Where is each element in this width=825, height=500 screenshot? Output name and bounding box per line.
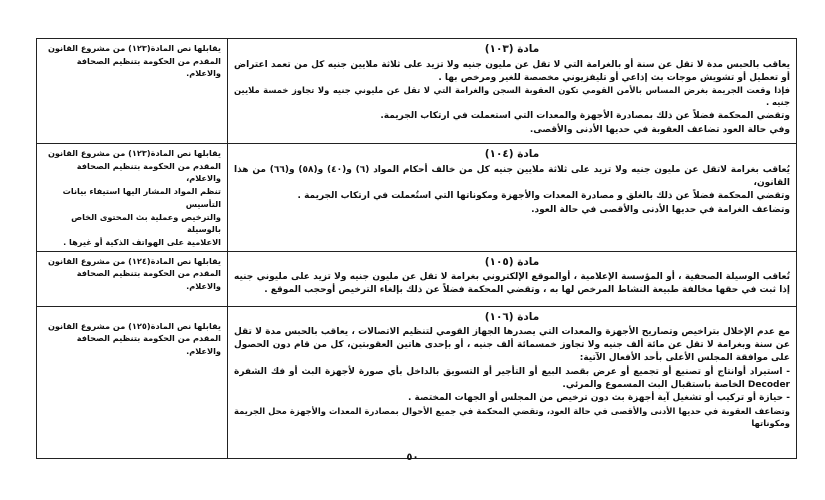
article-title: مادة (١٠٦) <box>484 310 540 323</box>
article-note-cell <box>37 39 228 144</box>
note-line: يقابلها نص المادة(١٢٣) من مشروع القانون <box>47 148 221 158</box>
article-paragraph: وتضاعف الغرامة في حديها الأدنى والأقصى في حالة العود. <box>531 205 790 216</box>
article-paragraph: - حيازة أو تركيب أو تشغيل آية أجهزة بث دون ترخيص من المجلس أو الجهات المختصة . <box>407 393 790 404</box>
note-line: يقابلها نص المادة(١٢٣) من مشروع القانون <box>47 43 221 53</box>
note-line: والترخيص وعملية بث المحتوى الخاص بالوسيلة <box>71 211 221 235</box>
article-title: مادة (١٠٣) <box>484 43 540 55</box>
article-row <box>37 306 797 458</box>
article-paragraph: وتقضي المحكمة فضلاً عن ذلك بمصادرة الأجهزة والمعدات التي استعملت في ارتكاب الجريمة. <box>380 111 790 122</box>
article-paragraph: وفي حالة العود تضاعف العقوبة في حديها الأدنى والأقصى. <box>529 125 790 135</box>
article-note-cell <box>37 306 228 458</box>
article-text-cell <box>228 144 797 252</box>
page-number: ٥٠ <box>406 452 419 463</box>
note-line: تنظم المواد المشار اليها استيفاء بيانات التأسيس <box>62 186 221 209</box>
article-paragraph: مع عدم الإخلال بتراخيص وتصاريح الأجهزة والمعدات التي يصدرها الجهاز القومي لتنظيم الاتصالات ، يعاقب بالحبس مدة لا تقل عن سنة وبغرامة لا تقل عن مائة ألف جنيه ولا تجاوز خمسمائة ألف جنيه ، أو بإحدى هاتين العقوبتين، كل من قام دون الحصول على موافقة المجلس الأعلى بأحد الأفعال الآتية: <box>234 327 790 364</box>
article-note-cell <box>37 251 228 306</box>
article-paragraph: تُعاقب الوسيلة الصحفية ، أو المؤسسة الإعلامية ، أوالموقع الإلكتروني بغرامة لا تقل عن مليون جنيه ولا تزيد على مليوني جنيه إذا ثبت في حقها مخالفة طبيعة النشاط المرخص لها به ، وتقضي المحكمة فضلاً عن ذلك بإلغاء الترخيص أوحجب الموقع . <box>234 272 790 296</box>
note-line: الاعلامية على الهواتف الذكية أو غيرها . <box>63 236 221 247</box>
article-row <box>37 39 797 144</box>
note-line: المقدم من الحكومة بتنظيم الصحافة والاعلام. <box>76 268 221 292</box>
note-line: المقدم من الحكومة بتنظيم الصحافة والاعلام. <box>76 333 221 357</box>
article-paragraph: وتضاعف العقوبة في حديها الأدنى والأقصى في حالة العود، وتقضي المحكمة في جميع الأحوال بمصادرة المعدات والأجهزة محل الجريمة ومكوناتها <box>234 406 790 428</box>
article-paragraph: فإذا وقعت الجريمة بغرض المساس بالأمن القومي تكون العقوبة السجن والغرامة التي لا تقل عن مليوني جنيه ولا تجاوز خمسة ملايين جنيه . <box>234 85 790 108</box>
article-note-cell <box>37 144 228 252</box>
article-paragraph: يعاقب بالحبس مدة لا تقل عن سنة أو بالغرامة التي لا تقل عن مليون جنيه ولا تزيد على ثلاثة ملايين جنيه كل من تعمد اعتراض أو تعطيل أو تشويش موجات بث إذاعي أو تليفزيوني مخصصة للغير ومرخص بها . <box>234 59 790 83</box>
article-title: مادة (١٠٥) <box>484 255 540 268</box>
article-title: مادة (١٠٤) <box>484 148 540 160</box>
article-text-cell <box>228 306 797 458</box>
note-line: يقابلها نص المادة(١٢٤) من مشروع القانون <box>47 255 221 266</box>
article-text-cell <box>228 251 797 306</box>
note-line: المقدم من الحكومة بتنظيم الصحافة والاعلام، <box>76 160 221 184</box>
note-line: يقابلها نص المادة(١٢٥) من مشروع القانون <box>47 320 221 331</box>
articles-table <box>36 38 797 459</box>
article-paragraph: وتقضي المحكمة فضلاً عن ذلك بالغلق و مصادرة المعدات والأجهزة ومكوناتها التي استُعملت في ارتكاب الجريمة . <box>297 191 790 202</box>
article-text-cell <box>228 39 797 144</box>
article-paragraph: - استيراد أوانتاج أو تصنيع أو تجميع أو عرض بقصد البيع أو التأجير أو التسويق بالداخل بأي صورة لأجهزة البث أو فك الشفرة Decoder الخاصة باستقبال البث المسموع والمرئي. <box>234 366 790 390</box>
article-paragraph: يُعاقب بغرامة لاتقل عن مليون جنيه ولا تزيد على ثلاثة ملايين جنيه كل من خالف أحكام المواد (٦) و(٤٠) و(٥٨) و(٦٦) من هذا القانون، <box>234 164 790 188</box>
article-row <box>37 144 797 252</box>
note-line: المقدم من الحكومة بتنظيم الصحافة والاعلام. <box>76 55 221 79</box>
article-row <box>37 251 797 306</box>
